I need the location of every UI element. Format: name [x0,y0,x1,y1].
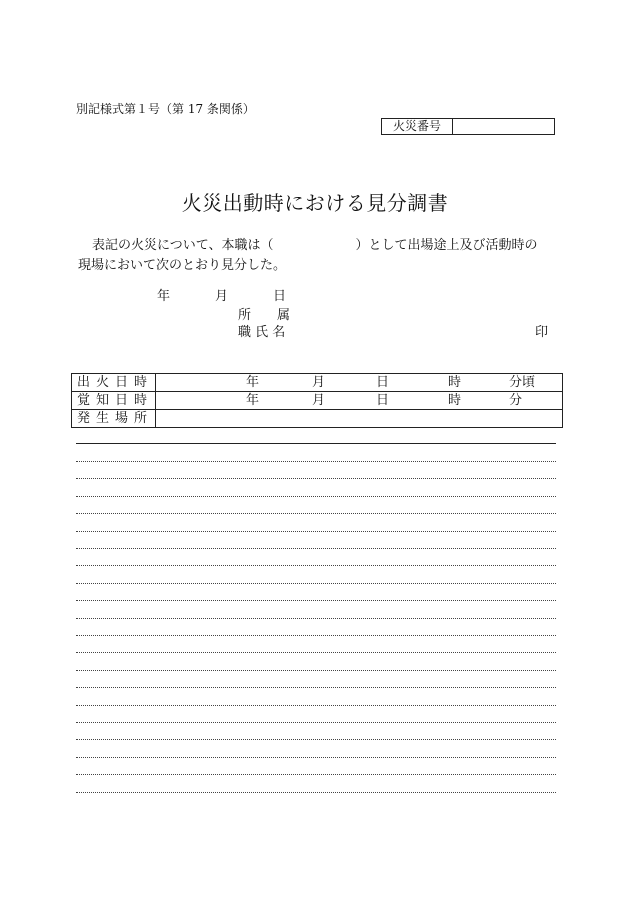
unit-label: 月 [312,375,326,390]
location-field[interactable] [156,410,563,428]
writing-line[interactable] [76,687,556,688]
unit-label: 日 [376,393,390,408]
writing-line[interactable] [76,757,556,758]
writing-line[interactable] [76,618,556,619]
section-divider [76,443,556,444]
document-title: 火災出動時における見分調書 [181,191,449,215]
writing-line[interactable] [76,531,556,532]
row-label: 発生場所 [72,410,156,428]
form-reference: 別記様式第１号（第 17 条関係） [76,102,255,116]
fire-number-field[interactable] [453,119,554,134]
writing-line[interactable] [76,548,556,549]
year-label: 年 [157,289,171,304]
unit-label: 年 [246,375,260,390]
affiliation-label: 所 属 [238,308,291,323]
table-row [72,374,563,392]
writing-line[interactable] [76,513,556,514]
fire-number-box [381,118,555,135]
writing-line[interactable] [76,600,556,601]
unit-label: 分 [509,393,523,408]
statement-text-after: ）として出場途上及び活動時の [355,238,538,253]
incident-table [71,373,563,428]
row-label: 覚知日時 [72,392,156,410]
outbreak-datetime-field[interactable] [156,374,563,392]
day-label: 日 [273,289,287,304]
writing-line[interactable] [76,722,556,723]
statement-text-before: 表記の火災について、本職は（ [92,238,274,253]
writing-line[interactable] [76,705,556,706]
writing-line[interactable] [76,496,556,497]
unit-label: 時 [448,393,462,408]
writing-line[interactable] [76,635,556,636]
writing-line[interactable] [76,652,556,653]
writing-line[interactable] [76,739,556,740]
writing-line[interactable] [76,792,556,793]
report-date [157,285,286,304]
statement-line-1 [92,234,538,253]
writing-line[interactable] [76,461,556,462]
writing-line[interactable] [76,478,556,479]
unit-label: 月 [312,393,326,408]
recognition-datetime-field[interactable] [156,392,563,410]
month-label: 月 [215,289,229,304]
unit-label: 日 [376,375,390,390]
unit-label: 年 [246,393,260,408]
writing-line[interactable] [76,774,556,775]
writing-line[interactable] [76,670,556,671]
statement-line-2: 現場において次のとおり見分した。 [78,258,287,273]
table-row [72,410,563,428]
row-label: 出火日時 [72,374,156,392]
unit-label: 分頃 [509,375,536,390]
writing-line[interactable] [76,583,556,584]
writing-line[interactable] [76,565,556,566]
fire-number-label: 火災番号 [382,119,453,134]
name-label: 職 氏 名 [238,325,286,340]
unit-label: 時 [448,375,462,390]
table-row [72,392,563,410]
seal-mark: 印 [535,325,549,340]
